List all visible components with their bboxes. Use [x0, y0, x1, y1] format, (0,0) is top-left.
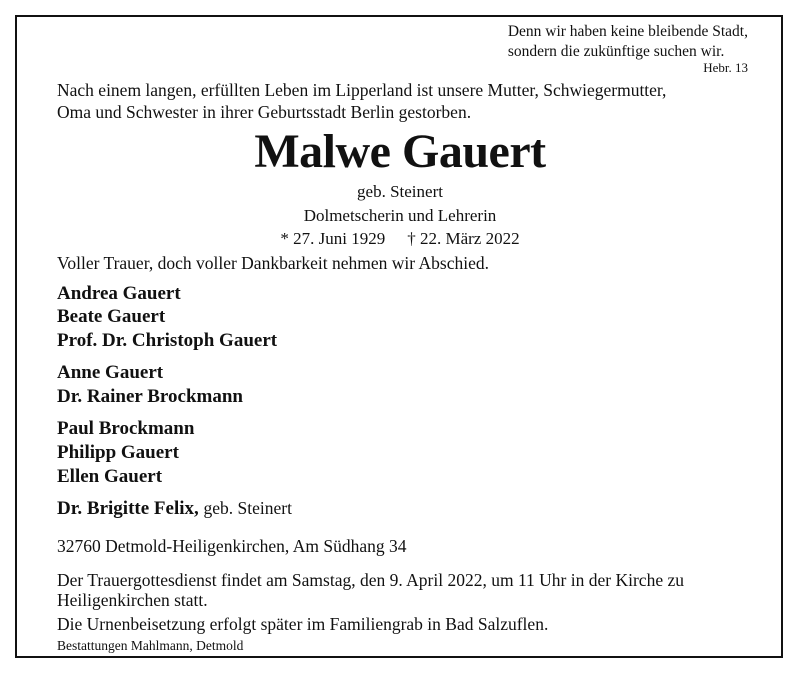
service-line-2: Heiligenkirchen statt.	[57, 590, 208, 610]
undertaker: Bestattungen Mahlmann, Detmold	[57, 638, 244, 653]
service-info	[57, 570, 684, 610]
birth-name: geb. Steinert	[357, 182, 443, 201]
mourner-name: Paul Brockmann	[57, 418, 195, 439]
death-date: † 22. März 2022	[407, 229, 520, 248]
bible-verse	[508, 22, 748, 62]
deceased-name: Malwe Gauert	[254, 125, 546, 178]
mourner-birth-name: geb. Steinert	[203, 498, 292, 518]
mourner-name-with-suffix	[57, 498, 292, 520]
verse-line-2: sondern die zukünftige suchen wir.	[507, 43, 725, 60]
verse-line-1: Denn wir haben keine bleibende Stadt,	[507, 23, 748, 40]
family-address: 32760 Detmold-Heiligenkirchen, Am Südhang 34	[57, 536, 407, 556]
mourner-name: Philipp Gauert	[57, 442, 179, 463]
mourner-name: Ellen Gauert	[57, 466, 163, 487]
mourner-name: Anne Gauert	[57, 362, 164, 383]
mourner-name: Beate Gauert	[57, 306, 166, 327]
profession: Dolmetscherin und Lehrerin	[303, 206, 497, 225]
service-line-1: Der Trauergottesdienst findet am Samstag, den 9. April 2022, um 11 Uhr in der Kirche zu	[57, 570, 684, 590]
birth-date: * 27. Juni 1929	[280, 229, 386, 248]
life-dates	[0, 229, 800, 249]
farewell-text: Voller Trauer, doch voller Dankbarkeit nehmen wir Abschied.	[57, 253, 490, 273]
urn-burial-info: Die Urnenbeisetzung erfolgt später im Familiengrab in Bad Salzuflen.	[57, 614, 549, 634]
mourner-name: Dr. Rainer Brockmann	[57, 386, 243, 407]
intro-line-2: Oma und Schwester in ihrer Geburtsstadt Berlin gestorben.	[57, 102, 472, 122]
verse-reference: Hebr. 13	[703, 60, 748, 75]
intro-text	[57, 79, 666, 123]
intro-line-1: Nach einem langen, erfüllten Leben im Lipperland ist unsere Mutter, Schwiegermutter,	[57, 80, 667, 100]
mourner-name: Dr. Brigitte Felix,	[57, 498, 199, 519]
mourner-name: Prof. Dr. Christoph Gauert	[57, 330, 278, 351]
mourner-name: Andrea Gauert	[57, 283, 181, 304]
